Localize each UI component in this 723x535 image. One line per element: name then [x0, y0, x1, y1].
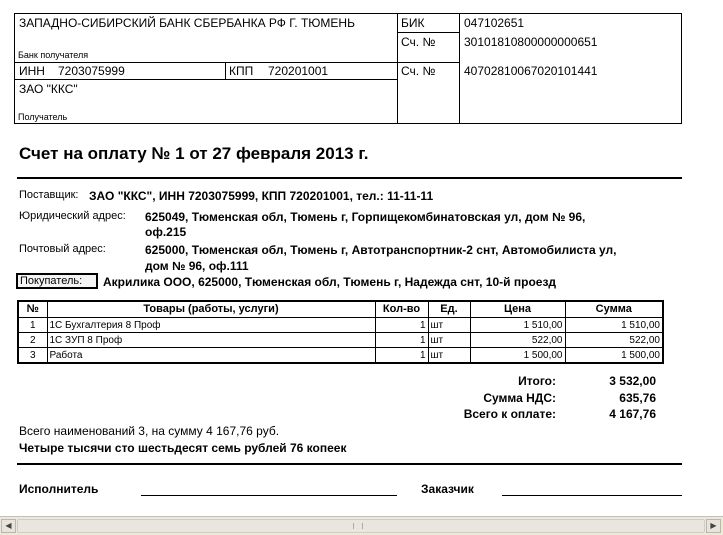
row-number: 1 [18, 318, 47, 333]
scrollbar-thumb[interactable] [17, 519, 705, 533]
row-sum: 522,00 [565, 333, 663, 348]
bank-divider-v3 [225, 62, 226, 79]
bank-divider-h1 [398, 32, 459, 33]
buyer-label[interactable]: Покупатель: [16, 273, 98, 289]
pay-label: Всего к оплате: [463, 407, 556, 421]
legal-address-line1: 625049, Тюменская обл, Тюмень г, Горпищекомбинатовская ул, дом № 96, [145, 210, 586, 224]
items-count-line: Всего наименований 3, на сумму 4 167,76 руб. [19, 424, 280, 438]
recipient-name: ЗАО "ККС" [19, 82, 78, 96]
table-row [18, 318, 663, 333]
corr-account-label: Сч. № [401, 35, 436, 49]
supplier-label: Поставщик: [19, 189, 79, 201]
row-unit: шт [428, 318, 470, 333]
col-qty: Кол-во [375, 301, 428, 318]
invoice-title: Счет на оплату № 1 от 27 февраля 2013 г. [19, 144, 369, 163]
row-sum: 1 500,00 [565, 348, 663, 364]
row-name: Работа [47, 348, 375, 364]
bank-divider-v2 [459, 14, 460, 124]
col-unit: Ед. [428, 301, 470, 318]
scroll-left-icon[interactable]: ◀ [1, 519, 16, 533]
row-price: 1 510,00 [470, 318, 565, 333]
bank-divider-v1 [397, 14, 398, 124]
legal-address-label: Юридический адрес: [19, 210, 126, 222]
row-unit: шт [428, 348, 470, 364]
total-label: Итого: [518, 374, 556, 388]
pay-value: 4 167,76 [609, 407, 656, 421]
grip-icon [353, 523, 363, 529]
postal-address-label: Почтовый адрес: [19, 243, 106, 255]
executor-sign-line [141, 495, 397, 496]
customer-sign-line [502, 495, 682, 496]
postal-address-line2: дом № 96, оф.111 [145, 259, 249, 273]
executor-label: Исполнитель [19, 482, 99, 496]
inn-value: 7203075999 [58, 64, 125, 78]
account-value: 40702810067020101441 [464, 64, 598, 78]
col-number: № [18, 301, 47, 318]
vat-value: 635,76 [619, 391, 656, 405]
horizontal-scrollbar[interactable] [0, 516, 723, 535]
kpp-label: КПП [229, 64, 254, 78]
table-header-row [18, 301, 663, 318]
kpp-value: 720201001 [268, 64, 329, 78]
recipient-label: Получатель [18, 112, 68, 122]
row-number: 3 [18, 348, 47, 364]
row-price: 1 500,00 [470, 348, 565, 364]
table-row [18, 333, 663, 348]
row-name: 1С ЗУП 8 Проф [47, 333, 375, 348]
buyer-value: Акрилика ООО, 625000, Тюменская обл, Тюмень г, Надежда снт, 10-й проезд [103, 275, 557, 289]
supplier-value: ЗАО "ККС", ИНН 7203075999, КПП 720201001, тел.: 11-11-11 [89, 189, 434, 203]
bik-label: БИК [401, 16, 425, 30]
row-qty: 1 [375, 318, 428, 333]
row-unit: шт [428, 333, 470, 348]
row-number: 2 [18, 333, 47, 348]
bank-divider-h3 [15, 79, 398, 80]
total-value: 3 532,00 [609, 374, 656, 388]
row-name: 1С Бухгалтерия 8 Проф [47, 318, 375, 333]
row-qty: 1 [375, 348, 428, 364]
bank-divider-h2 [15, 62, 459, 63]
vat-label: Сумма НДС: [483, 391, 556, 405]
legal-address-line2: оф.215 [145, 225, 187, 239]
row-qty: 1 [375, 333, 428, 348]
summary-rule [17, 463, 682, 465]
table-row [18, 348, 663, 364]
bank-label: Банк получателя [18, 50, 89, 60]
bik-value: 047102651 [464, 16, 525, 30]
account-label: Сч. № [401, 64, 436, 78]
scroll-right-icon[interactable]: ▶ [706, 519, 721, 533]
goods-table [17, 300, 664, 364]
corr-account-value: 30101810800000000651 [464, 35, 598, 49]
col-price: Цена [470, 301, 565, 318]
col-goods: Товары (работы, услуги) [47, 301, 375, 318]
postal-address-line1: 625000, Тюменская обл, Тюмень г, Автотранспортник-2 снт, Автомобилиста ул, [145, 243, 617, 257]
customer-label: Заказчик [421, 482, 474, 496]
row-sum: 1 510,00 [565, 318, 663, 333]
inn-label: ИНН [19, 64, 45, 78]
amount-in-words: Четыре тысячи сто шестьдесят семь рублей 76 копеек [19, 441, 347, 455]
row-price: 522,00 [470, 333, 565, 348]
bank-name: ЗАПАДНО-СИБИРСКИЙ БАНК СБЕРБАНКА РФ Г. ТЮМЕНЬ [19, 16, 355, 30]
title-rule [17, 177, 682, 179]
col-sum: Сумма [565, 301, 663, 318]
